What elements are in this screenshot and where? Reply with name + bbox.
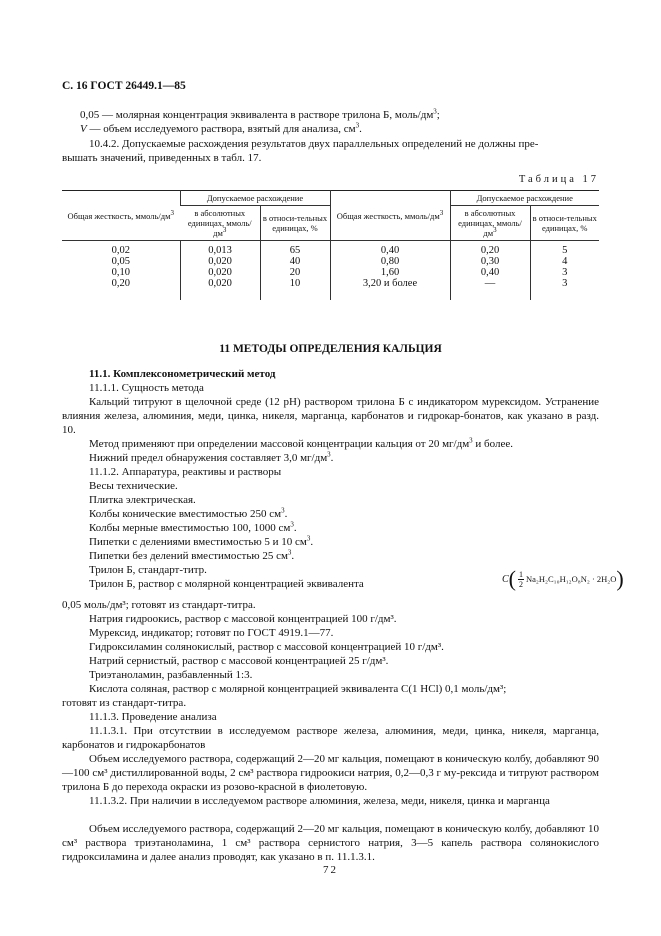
cell: 5 (530, 241, 599, 257)
table-row (62, 241, 599, 257)
item-pipettes-div: Пипетки с делениями вместимостью 5 и 10 $см^3$. (89, 534, 314, 548)
header-rel-2: в относи-тельных единицах, % (530, 206, 599, 241)
legend-line-2: V — объем исследуемого раствора, взятый для анализа, $см^3$. (80, 121, 362, 135)
page-number: 72 (323, 864, 338, 876)
header-abs-2: в абсолютных единицах, ммоль/$дм^3$ (450, 206, 530, 241)
item-scales: Весы технические. (89, 480, 178, 492)
cell: 0,05 (111, 256, 130, 267)
cell: 0,40 (330, 241, 450, 257)
header-hardness-2: Общая жесткость, ммоль/$дм^3$ (330, 191, 450, 241)
cell: 3,20 и более (330, 278, 450, 300)
subsection-11-1-1: 11.1.1. Сущность метода (89, 382, 204, 394)
paragraph-procedure-1: Объем исследуемого раствора, содержащий 2—20 мг кальция, помещают в коническую колбу, добавляют 90—100 см³ дистиллированной воды, 2 см³ раствора гидроокиси натрия, 0,2—0,3 г му-рексида и титруют раствором трилона Б до перехода окраски из розово-красной в фиолетовую. (62, 753, 599, 793)
cell: 3 (530, 278, 599, 300)
subsection-11-1-3-2: 11.1.3.2. При наличии в исследуемом растворе алюминия, железа, меди, никеля, цинка и марганца (89, 795, 550, 807)
item-murexide: Мурексид, индикатор; готовят по ГОСТ 4919.1—77. (89, 627, 334, 639)
cell: 4 (530, 256, 599, 267)
cell: — (450, 278, 530, 300)
item-triethanolamine: Триэтаноламин, разбавленный 1:3. (89, 669, 253, 681)
item-stove: Плитка электрическая. (89, 494, 196, 506)
item-flasks-volumetric: Колбы мерные вместимостью 100, 1000 $см^3$. (89, 520, 297, 534)
item-sulfite: Натрий сернистый, раствор с массовой концентрацией 25 г/дм³. (89, 655, 389, 667)
cell: 0,80 (330, 256, 450, 267)
paragraph-limit: Нижний предел обнаружения составляет 3,0 $мг/дм^3$. (89, 450, 334, 464)
subsection-11-1-3-1: 11.1.3.1. При отсутствии в исследуемом растворе железа, алюминия, меди, цинка, никеля, марганца, карбонатов и гидрокарбонатов (62, 725, 599, 751)
paragraph-essence: Кальций титруют в щелочной среде (12 рН) раствором трилона Б с индикатором мурексидом. Устранение влияния железа, алюминия, меди, цинка, никеля, марганца, карбонатов и гидрокар-бонатов, как указано в разд. 10. (62, 396, 599, 436)
cell: 20 (260, 267, 330, 278)
formula-fraction: $\frac{1}{2}$ (519, 569, 523, 589)
subsection-11-1-2: 11.1.2. Аппаратура, реактивы и растворы (89, 466, 282, 478)
legend-line-1: 0,05 — молярная концентрация эквивалента в растворе трилона Б, моль/$дм^3$; (80, 107, 440, 121)
cell: 1,60 (330, 267, 450, 278)
table-17 (62, 190, 599, 300)
item-flasks-conical: Колбы конические вместимостью 250 $см^3$. (89, 506, 288, 520)
cell: 0,020 (180, 267, 260, 278)
cell: 0,10 (111, 267, 130, 278)
item-pipettes-nodiv: Пипетки без делений вместимостью 25 $см^3$. (89, 548, 295, 562)
table-row (62, 256, 599, 267)
header-rel: в относи-тельных единицах, % (260, 206, 330, 241)
header-allowed-2: Допускаемое расхождение (450, 191, 599, 206)
cell: 0,013 (180, 241, 260, 257)
paragraph-method: Метод применяют при определении массовой концентрации кальция от 20 $мг/дм^3$ и более. (89, 436, 513, 450)
item-hcl-cont: готовят из стандарт-титра. (62, 697, 187, 709)
cell: 40 (260, 256, 330, 267)
cell: 0,20 (450, 241, 530, 257)
cell: 0,020 (180, 278, 260, 300)
header-abs: в абсолютных единицах, ммоль/$дм^3$ (180, 206, 260, 241)
table-row (62, 278, 599, 300)
page-header: С. 16 ГОСТ 26449.1—85 (62, 80, 186, 92)
formula-trilon: C ( $\frac{1}{2}$ Na₂H₂C₁₀H₁₂O₈N₂ · 2H₂O ) (502, 566, 624, 591)
paragraph-procedure-2: Объем исследуемого раствора, содержащий 2—20 мг кальция, помещают в коническую колбу, добавляют 10 см³ раствора триэтаноламина, 1 см³ раствора сернистого натрия, 3—5 капель раствора солянокислого гидроксиламина и далее анализ проводят, как указано в п. 11.1.3.1. (62, 823, 599, 863)
formula-c: C (502, 573, 509, 585)
paragraph-10-4-2: 10.4.2. Допускаемые расхождения результатов двух параллельных определений не должны пре- (89, 138, 539, 150)
item-hcl: Кислота соляная, раствор с молярной концентрацией эквивалента C(1 HCl) 0,1 моль/дм³; (89, 683, 507, 695)
cell: 0,020 (180, 256, 260, 267)
cell: 65 (260, 241, 330, 257)
cell: 3 (530, 267, 599, 278)
cell: 0,20 (111, 278, 130, 289)
subsection-11-1-3: 11.1.3. Проведение анализа (89, 711, 217, 723)
item-hydroxylamine: Гидроксиламин солянокислый, раствор с массовой концентрацией 10 г/дм³. (89, 641, 444, 653)
item-trilon-solution-cont: 0,05 моль/дм³; готовят из стандарт-титра. (62, 599, 256, 611)
table-row (62, 267, 599, 278)
cell: 10 (260, 278, 330, 300)
table-caption: Таблица 17 (518, 174, 599, 185)
cell: 0,40 (450, 267, 530, 278)
header-allowed: Допускаемое расхождение (180, 191, 330, 206)
item-trilon-std: Трилон Б, стандарт-титр. (89, 564, 207, 576)
item-trilon-solution: Трилон Б, раствор с молярной концентрацией эквивалента (89, 578, 364, 590)
subsection-11-1: 11.1. Комплексонометрический метод (89, 368, 276, 380)
paragraph-10-4-2-cont: вышать значений, приведенных в табл. 17. (62, 152, 262, 164)
cell: 0,30 (450, 256, 530, 267)
header-hardness: Общая жесткость, ммоль/$дм^3$ (62, 191, 180, 241)
cell: 0,02 (111, 245, 130, 256)
item-naoh: Натрия гидроокись, раствор с массовой концентрацией 100 г/дм³. (89, 613, 397, 625)
formula-compound: Na₂H₂C₁₀H₁₂O₈N₂ · 2H₂O (526, 574, 617, 584)
section-title: 11 МЕТОДЫ ОПРЕДЕЛЕНИЯ КАЛЬЦИЯ (219, 343, 442, 355)
